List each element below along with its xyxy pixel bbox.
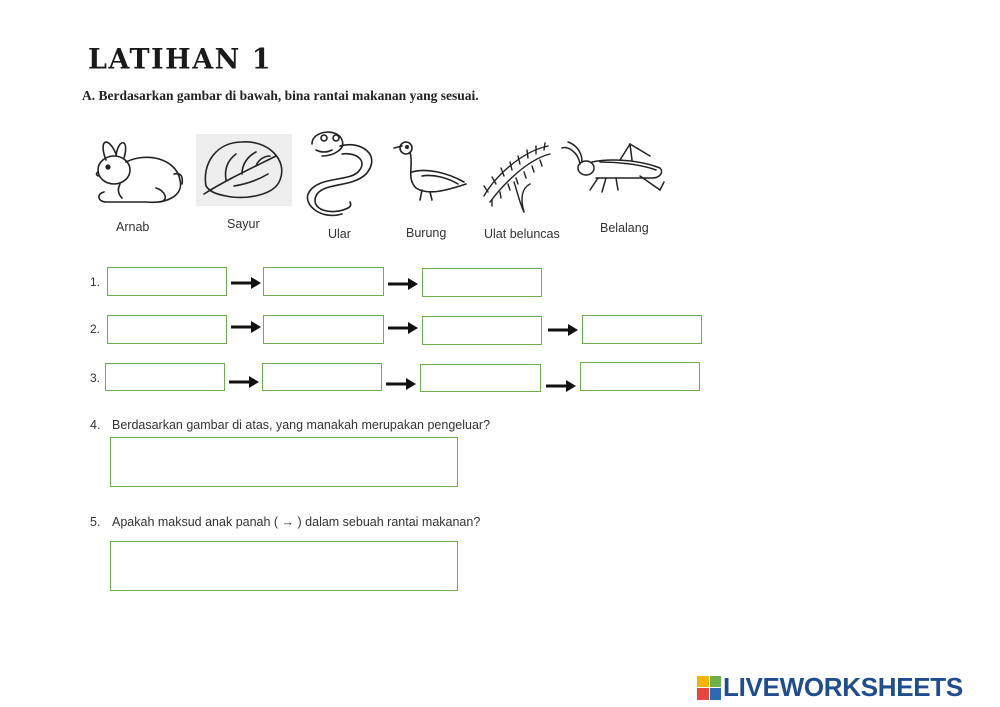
chain2-answer-box-1[interactable]	[107, 315, 227, 344]
grasshopper-icon	[560, 138, 670, 198]
animal-label-rabbit: Arnab	[116, 220, 150, 234]
chain3-answer-box-1[interactable]	[105, 363, 225, 391]
chain1-answer-box-3[interactable]	[422, 268, 542, 297]
arrow-right-icon	[546, 380, 576, 392]
chain1-answer-box-1[interactable]	[107, 267, 227, 296]
question-5-answer-box[interactable]	[110, 541, 458, 591]
chain-number-1: 1.	[90, 275, 101, 289]
question-number: 5.	[90, 515, 101, 529]
arrow-right-icon	[548, 324, 578, 336]
chain2-answer-box-4[interactable]	[582, 315, 702, 344]
caterpillar-icon	[480, 138, 552, 214]
chain-number-2: 2.	[90, 322, 101, 336]
arrow-right-icon	[388, 278, 418, 290]
arrow-right-icon	[229, 376, 259, 388]
brand-name: LIVEWORKSHEETS	[723, 672, 963, 702]
chain3-answer-box-3[interactable]	[420, 364, 541, 392]
arrow-right-icon	[231, 277, 261, 289]
animal-label-snake: Ular	[328, 227, 351, 241]
liveworksheets-logo-icon	[697, 676, 721, 700]
snake-icon	[302, 126, 382, 220]
question-text: Apakah maksud anak panah ( → ) dalam sebuah rantai makanan?	[112, 515, 481, 529]
arrow-right-icon	[388, 322, 418, 334]
instruction-text: A. Berdasarkan gambar di bawah, bina rantai makanan yang sesuai.	[82, 88, 479, 103]
chain2-answer-box-3[interactable]	[422, 316, 542, 345]
question-number: 4.	[90, 418, 101, 432]
bird-icon	[392, 138, 468, 202]
arrow-right-icon	[231, 321, 261, 333]
chain1-answer-box-2[interactable]	[263, 267, 384, 296]
animal-label-grasshopper: Belalang	[600, 221, 649, 235]
animal-label-bird: Burung	[406, 226, 447, 240]
animal-label-caterpillar: Ulat beluncas	[484, 227, 560, 241]
liveworksheets-logo[interactable]	[697, 672, 963, 703]
chain2-answer-box-2[interactable]	[263, 315, 384, 344]
chain3-answer-box-2[interactable]	[262, 363, 382, 391]
question-text: Berdasarkan gambar di atas, yang manakah merupakan pengeluar?	[112, 418, 491, 432]
chain3-answer-box-4[interactable]	[580, 362, 700, 391]
question-4-answer-box[interactable]	[110, 437, 458, 487]
chain-number-3: 3.	[90, 371, 101, 385]
animal-label-vegetable: Sayur	[227, 217, 260, 231]
rabbit-icon	[86, 130, 194, 210]
arrow-right-icon	[386, 378, 416, 390]
vegetable-icon	[196, 134, 292, 206]
worksheet-title: LATIHAN 1	[88, 43, 273, 76]
question-5	[90, 515, 480, 529]
question-4	[90, 418, 490, 432]
